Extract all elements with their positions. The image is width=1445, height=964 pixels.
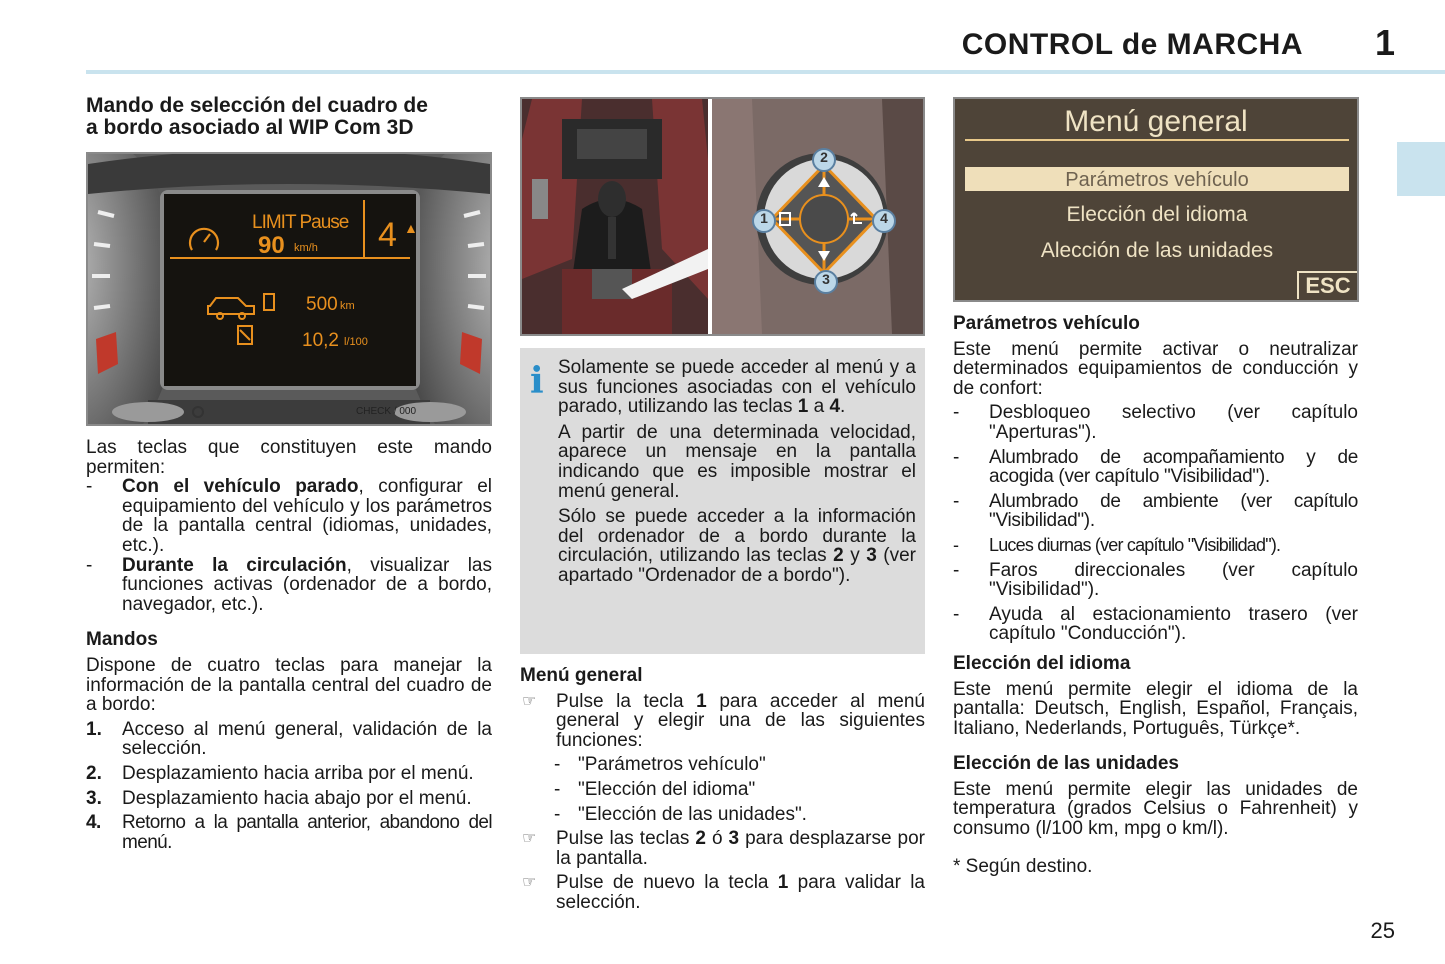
list-item: - Ayuda al estacionamiento trasero (ver capítulo "Conducción"). [953,603,1358,645]
list-item: - Alumbrado de ambiente (ver capítulo "Visibilidad"). [953,490,1358,532]
left-column [86,95,492,139]
pointing-hand-icon: ☞ [522,830,537,848]
middle-text [520,666,925,913]
info-paragraph: A partir de una determinada velocidad, aparece un mensaje en la pantalla indicando que es imposible mostrar el menú general. [558,421,916,502]
gear-up-icon: ▲ [404,220,418,236]
info-box [520,348,925,654]
info-paragraph: Solamente se puede acceder al menú y a sus funciones asociadas con el vehículo parado, utilizando las teclas 1 a 4. [558,357,916,418]
mandos-intro: Dispone de cuatro teclas para manejar la información de la pantalla central del cuadro de a bordo: [86,654,492,716]
consumption-value: 10,2 [302,330,339,351]
step-item: ☞ Pulse la tecla 1 para acceder al menú general y elegir una de las siguientes funciones: [522,690,925,751]
list-item: - Alumbrado de acompañamiento y de acogida (ver capítulo "Visibilidad"). [953,446,1358,488]
screen-divider [965,139,1349,141]
range-unit: km [340,300,355,312]
list-item: - Faros direccionales (ver capítulo "Visibilidad"). [953,559,1358,601]
key-label-3: 3 [822,271,830,287]
idioma-heading: Elección del idioma [953,652,1131,674]
section-heading: Mando de selección del cuadro de a bordo asociado al WIP Com 3D [86,94,428,139]
function-item: - "Elección de las unidades". [554,803,807,825]
intro-text: Las teclas que constituyen este mando permiten: [86,437,492,478]
header-rule [86,70,1445,74]
instrument-cluster-image [86,152,492,426]
idioma-text: Este menú permite elegir el idioma de la pantalla: Deutsch, English, Español, Français, Italiano, Nederlands, Português, Türkçe*. [953,678,1358,739]
screen-item: Elección del idioma [1066,203,1248,226]
param-heading: Parámetros vehículo [953,313,1140,334]
range-value: 500 [306,294,338,315]
key-label-1: 1 [760,210,768,226]
unidades-text: Este menú permite elegir las unidades de temperatura (grados Celsius o Fahrenheit) y consumo (l/100 km, mpg o km/l). [953,778,1358,840]
esc-label: ESC [1297,271,1357,299]
list-item: 4. Retorno a la pantalla anterior, abandono del menú. [86,812,492,853]
right-text [953,314,1358,876]
steering-control-image [520,97,925,336]
footnote: * Según destino. [953,855,1093,877]
bullet-item: - Con el vehículo parado, configurar el equipamiento del vehículo y los parámetros de la pantalla central (idiomas, unidades, etc.). [86,476,492,556]
list-item: - Luces diurnas (ver capítulo "Visibilidad"). [953,534,1281,555]
screen-title: Menú general [1064,105,1248,138]
step-item: ☞ Pulse las teclas 2 ó 3 para desplazarse por la pantalla. [522,828,925,869]
mandos-heading: Mandos [86,629,158,651]
steering-control-drawing [522,99,923,334]
step-item: ☞ Pulse de nuevo la tecla 1 para validar la selección. [522,872,925,913]
chapter-side-tab [1397,142,1445,196]
consumption-unit: l/100 [344,336,368,348]
key-label-2: 2 [820,149,828,165]
speed-unit: km/h [294,242,318,254]
param-intro: Este menú permite activar o neutralizar determinados equipamientos de conducción y de confort: [953,338,1358,399]
unidades-heading: Elección de las unidades [953,753,1179,775]
function-item: - "Elección del idioma" [554,778,756,800]
page-number: 25 [1370,918,1395,943]
key-label-4: 4 [880,210,888,226]
speed-value: 90 [258,232,285,259]
check-label: CHECK / 000 [356,406,417,417]
screen-item: Alección de las unidades [1040,239,1274,262]
menu-general-heading: Menú general [520,665,643,686]
menu-screen-image [953,97,1359,302]
list-item: 1. Acceso al menú general, validación de la selección. [86,718,492,760]
left-text [86,438,492,852]
pointing-hand-icon: ☞ [522,692,537,710]
list-item: 3. Desplazamiento hacia abajo por el menú. [86,787,472,809]
instrument-cluster-drawing [88,154,490,424]
function-item: - "Parámetros vehículo" [554,754,766,776]
screen-item-selected: Parámetros vehículo [1065,169,1249,191]
chapter-number: 1 [1374,22,1395,63]
info-icon: i [530,360,544,402]
pointing-hand-icon: ☞ [522,874,537,892]
page-title: CONTROL de MARCHA [961,28,1303,61]
info-paragraph: Sólo se puede acceder a la información del ordenador de a bordo durante la circulación, utilizando las teclas 2 y 3 (ver apartado "Ordenador de a bordo"). [558,506,916,586]
list-item: 2. Desplazamiento hacia arriba por el menú. [86,762,474,784]
list-item: - Desbloqueo selectivo (ver capítulo "Aperturas"). [953,402,1358,443]
speed-limit-label: LIMIT Pause [252,212,349,233]
bullet-item: - Durante la circulación, visualizar las funciones activas (ordenador de a bordo, navegador, etc.). [86,554,492,615]
gear-indicator: 4 [378,216,397,254]
